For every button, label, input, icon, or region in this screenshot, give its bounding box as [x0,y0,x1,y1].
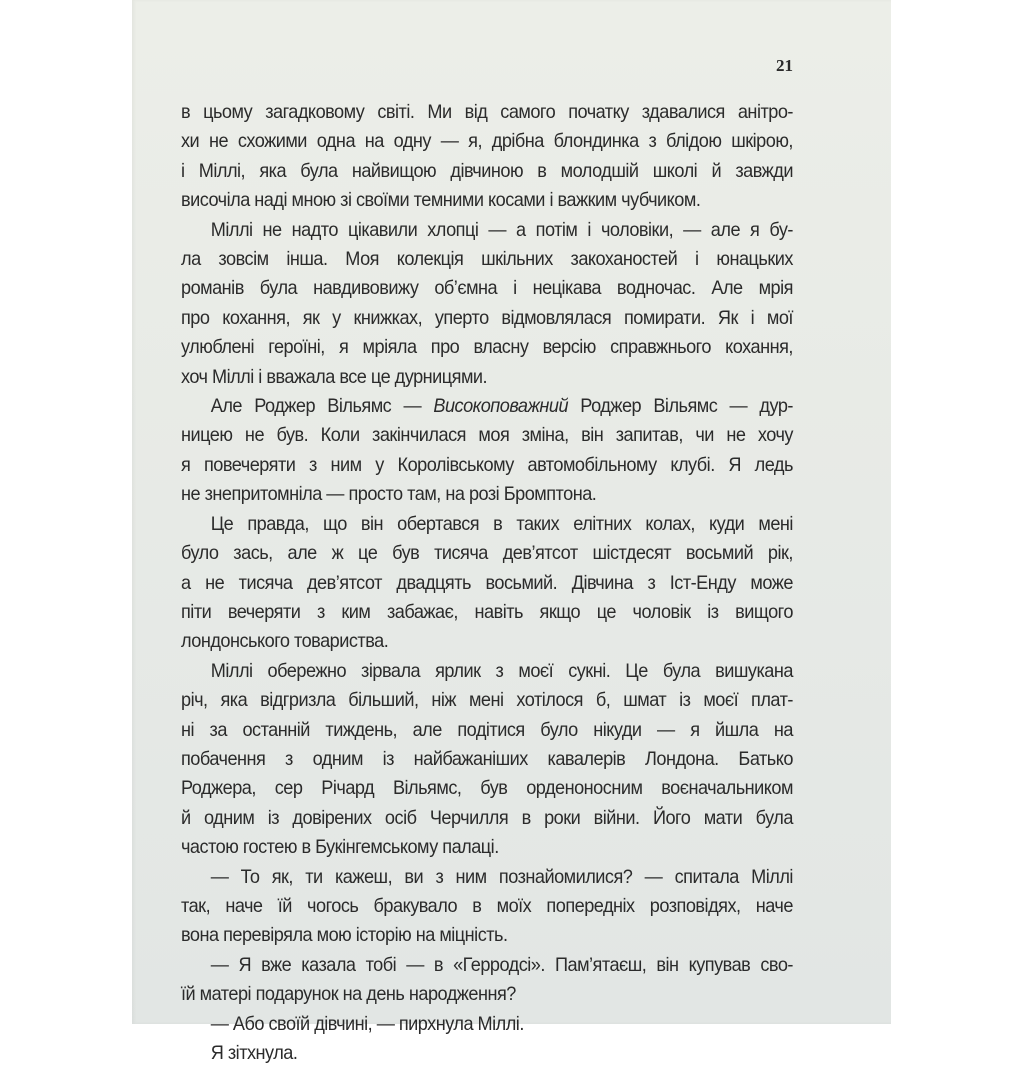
text-line: хоч Міллі і вважала все це дурницями. [181,365,488,388]
text-line: ні за останній тиждень, але подітися було нікуди — я йшла на [181,718,793,741]
body-text [181,98,793,1068]
text-line: а не тисяча дев’ятсот двадцять восьмий. Дівчина з Іст-Енду може [181,571,793,594]
text-line: Міллі обережно зірвала ярлик з моєї сукні. Це була вишукана [210,659,793,682]
dialogue-line: — Я вже казала тобі — в «Герродсі». Пам’ятаєш, він купував сво- [210,953,793,976]
dialogue-line: — Або своїй дівчині, — пирхнула Міллі. [210,1012,524,1035]
paragraph [181,1010,793,1039]
text-line: вона перевіряла мою історію на міцність. [181,924,508,947]
text-line: ницею не був. Коли закінчилася моя зміна, він запитав, чи не хочу [181,424,793,447]
text-line: піти вечеряти з ким забажає, навіть якщо це чоловік із вищого [181,600,793,623]
text-line: Це правда, що він обертався в таких елітних колах, куди мені [210,512,793,535]
text-line: Я зітхнула. [210,1042,298,1064]
text-line: хи не схожими одна на одну — я, дрібна блондинка з блідою шкірою, [181,130,793,153]
page-number: 21 [776,56,793,75]
italic-emphasis: Високоповажний [433,395,569,418]
text-line: і Міллі, яка була найвищою дівчиною в молодшій школі й завжди [181,159,793,182]
text-line: про кохання, як у книжках, уперто відмовлялася помирати. Як і мої [181,306,793,329]
text-line: й одним із довірених осіб Черчилля в роки війни. Його мати була [181,806,793,829]
text-line: улюблені героїні, я мріяла про власну версію справжнього кохання, [181,336,793,359]
text-line: побачення з одним із найбажаніших кавалерів Лондона. Батько [181,747,793,770]
text-line: я повечеряти з ним у Королівському автомобільному клубі. Я ледь [181,453,793,476]
text-line: Роджера, сер Річард Вільямс, був орденоносним воєначальником [181,777,793,800]
text-line: ла зовсім інша. Моя колекція шкільних закоханостей і юнацьких [181,248,793,271]
text-line: їй матері подарунок на день народження? [181,983,516,1006]
book-page [132,0,891,1064]
text-line [181,392,793,421]
text-line: було зась, але ж це був тисяча дев’ятсот шістдесят восьмий рік, [181,542,793,565]
paragraph [181,510,793,657]
dialogue-line: — То як, ти кажеш, ви з ним познайомилися? — спитала Міллі [210,865,793,888]
text-segment: Роджер Вільямс — дур- [568,395,793,418]
text-line: частою гостею в Букінгемському палаці. [181,836,499,859]
paragraph [181,98,793,216]
text-line: річ, яка відгризла більший, ніж мені хотілося б, шмат із моєї плат- [181,689,793,712]
text-line: так, наче їй чогось бракувало в моїх попередніх розповідях, наче [181,894,793,917]
paragraph [181,392,793,510]
paragraph [181,216,793,392]
text-segment: Але Роджер Вільямс — [210,395,434,418]
paragraph [181,657,793,863]
paragraph [181,1039,793,1068]
text-line: не знепритомніла — просто там, на розі Бромптона. [181,483,597,506]
text-line: в цьому загадковому світі. Ми від самого початку здавалися анітро- [181,101,793,123]
text-line: височіла наді мною зі своїми темними косами і важким чубчиком. [181,189,701,212]
paragraph [181,863,793,951]
text-line: Міллі не надто цікавили хлопці — а потім і чоловіки, — але я бу- [210,218,793,241]
text-line: романів була навдивовижу об’ємна і нецікава водночас. Але мрія [181,277,793,300]
text-line: лондонського товариства. [181,630,389,653]
paragraph [181,951,793,1010]
